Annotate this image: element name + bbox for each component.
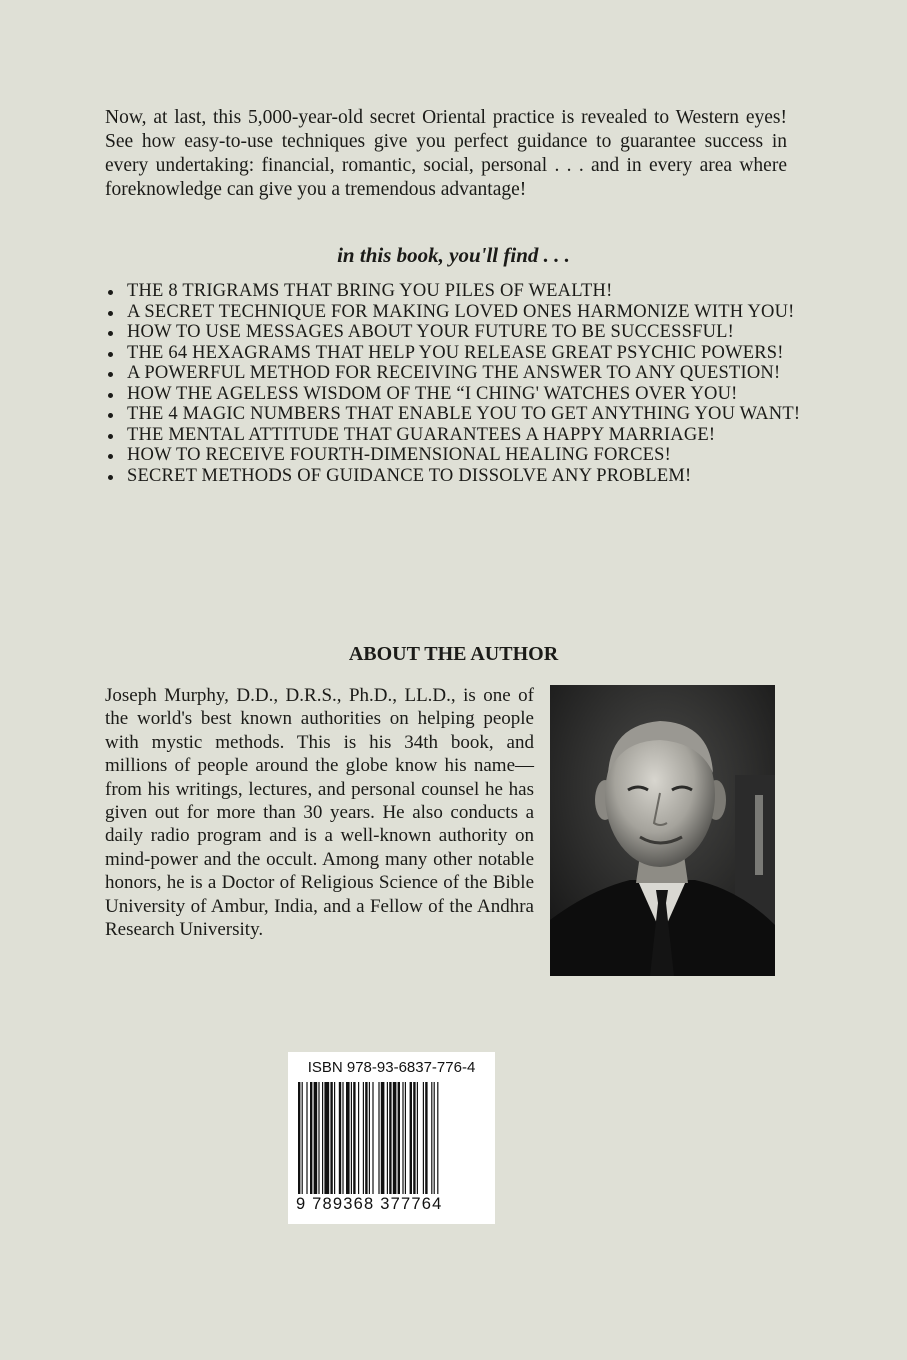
barcode-bars bbox=[298, 1082, 485, 1194]
barcode-bar bbox=[378, 1082, 379, 1194]
barcode-bar bbox=[318, 1082, 319, 1194]
feature-item: HOW TO RECEIVE FOURTH-DIMENSIONAL HEALING FORCES! bbox=[102, 445, 802, 466]
feature-item: A POWERFUL METHOD FOR RECEIVING THE ANSWER TO ANY QUESTION! bbox=[102, 363, 802, 384]
features-subheading: in this book, you'll find . . . bbox=[337, 243, 570, 267]
feature-item: HOW TO USE MESSAGES ABOUT YOUR FUTURE TO BE SUCCESSFUL! bbox=[102, 322, 802, 343]
barcode-bar bbox=[437, 1082, 438, 1194]
barcode-bar bbox=[425, 1082, 427, 1194]
barcode-bar bbox=[346, 1082, 350, 1194]
barcode-bar bbox=[434, 1082, 435, 1194]
barcode-bar bbox=[342, 1082, 343, 1194]
author-bio: Joseph Murphy, D.D., D.R.S., Ph.D., LL.D., is one of the world's best known authorities on helping people with mystic methods. This is his 34th book, and millions of people around the globe know his name—from his writings, lectures, and personal counsel he has given out for more than 30 years. He also conducts a daily radio program and is a well-known authority on mind-power and the occult. Among many other notable honors, he is a Doctor of Religious Science of the Bible University of Ambur, India, and a Fellow of the Andhra Research University. bbox=[105, 685, 534, 941]
barcode-bar bbox=[398, 1082, 400, 1194]
barcode-bar bbox=[431, 1082, 432, 1194]
barcode-bar bbox=[402, 1082, 403, 1194]
barcode-bar bbox=[339, 1082, 341, 1194]
isbn-label: ISBN 978-93-6837-776-4 bbox=[307, 1059, 476, 1076]
barcode-bar bbox=[387, 1082, 388, 1194]
barcode-bar bbox=[298, 1082, 300, 1194]
about-author-heading: ABOUT THE AUTHOR bbox=[348, 643, 559, 665]
barcode-bar bbox=[423, 1082, 424, 1194]
barcode-bar bbox=[410, 1082, 412, 1194]
barcode-bar bbox=[353, 1082, 355, 1194]
barcode-bar bbox=[363, 1082, 364, 1194]
barcode-panel bbox=[288, 1052, 495, 1224]
feature-item: THE MENTAL ATTITUDE THAT GUARANTEES A HAPPY MARRIAGE! bbox=[102, 425, 802, 446]
barcode-bar bbox=[372, 1082, 373, 1194]
barcode-bar bbox=[369, 1082, 370, 1194]
feature-item: THE 64 HEXAGRAMS THAT HELP YOU RELEASE GREAT PSYCHIC POWERS! bbox=[102, 343, 802, 364]
feature-item: HOW THE AGELESS WISDOM OF THE “I CHING' WATCHES OVER YOU! bbox=[102, 384, 802, 405]
features-list bbox=[102, 281, 802, 486]
barcode-bar bbox=[358, 1082, 359, 1194]
feature-item: THE 8 TRIGRAMS THAT BRING YOU PILES OF WEALTH! bbox=[102, 281, 802, 302]
barcode-digits: 9 789368 377764 bbox=[296, 1195, 443, 1213]
barcode-bar bbox=[306, 1082, 307, 1194]
author-photo bbox=[550, 685, 775, 976]
feature-item: THE 4 MAGIC NUMBERS THAT ENABLE YOU TO GET ANYTHING YOU WANT! bbox=[102, 404, 802, 425]
barcode-bar bbox=[393, 1082, 397, 1194]
barcode-bar bbox=[413, 1082, 415, 1194]
barcode-bar bbox=[322, 1082, 323, 1194]
author-portrait-image bbox=[550, 685, 775, 976]
barcode-bar bbox=[330, 1082, 332, 1194]
barcode-bar bbox=[389, 1082, 391, 1194]
barcode-bar bbox=[381, 1082, 385, 1194]
feature-item: A SECRET TECHNIQUE FOR MAKING LOVED ONES HARMONIZE WITH YOU! bbox=[102, 302, 802, 323]
barcode-bar bbox=[417, 1082, 418, 1194]
feature-item: SECRET METHODS OF GUIDANCE TO DISSOLVE ANY PROBLEM! bbox=[102, 466, 802, 487]
barcode-bar bbox=[324, 1082, 329, 1194]
intro-paragraph: Now, at last, this 5,000-year-old secret Oriental practice is revealed to Western eyes! See how easy-to-use techniques give you perfect guidance to guarantee success in every undertaking: financial, romantic, social, personal . . . and in every area where foreknowledge can give you a tremendous advantage! bbox=[105, 107, 787, 200]
barcode-bar bbox=[365, 1082, 367, 1194]
barcode-bar bbox=[314, 1082, 318, 1194]
barcode-bar bbox=[351, 1082, 352, 1194]
barcode-bar bbox=[310, 1082, 312, 1194]
barcode-bar bbox=[334, 1082, 335, 1194]
barcode-bar bbox=[405, 1082, 406, 1194]
barcode-bar bbox=[302, 1082, 303, 1194]
